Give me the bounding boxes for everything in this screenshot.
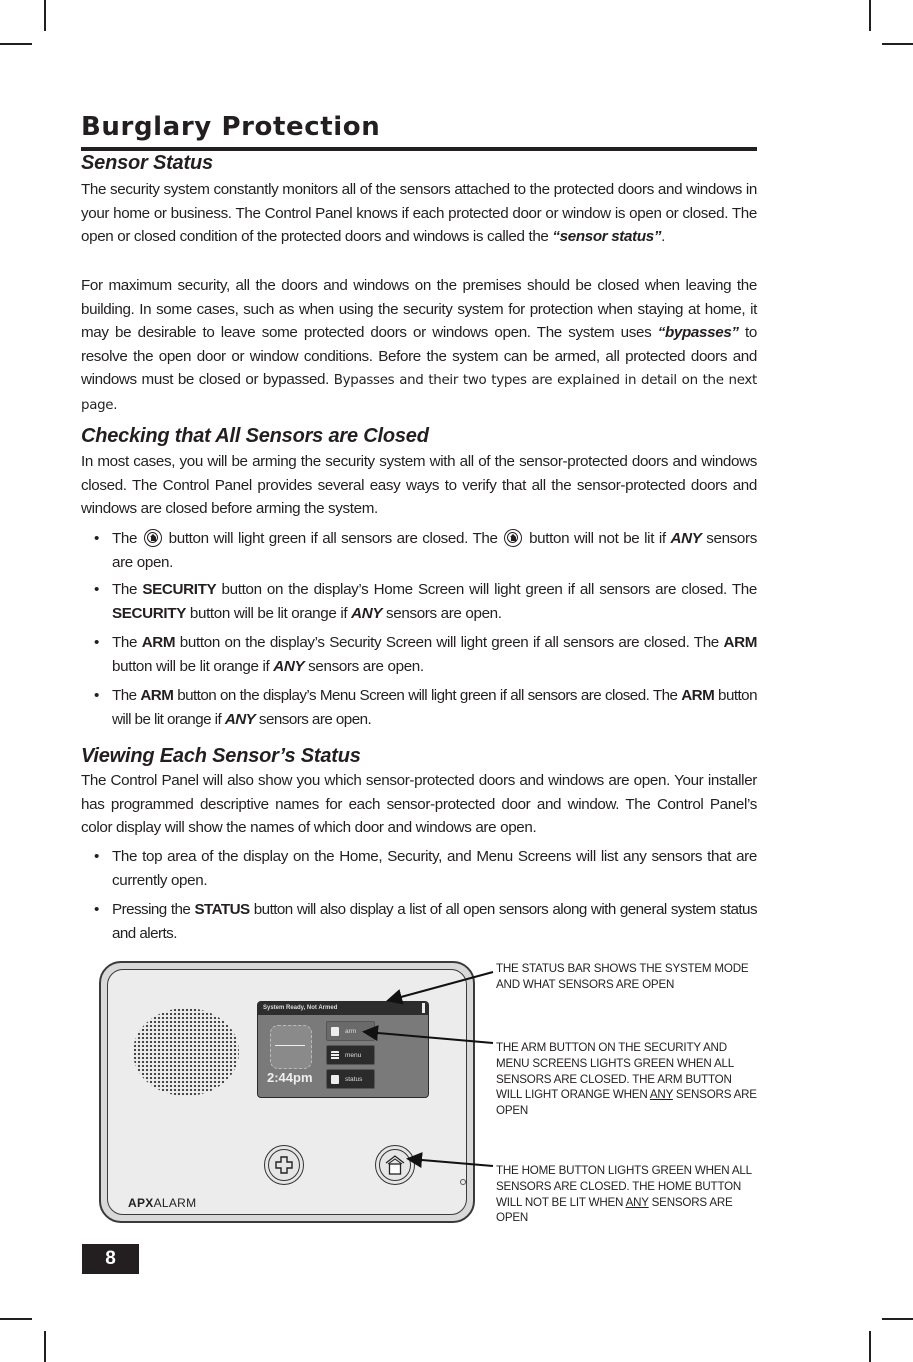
title-rule [81, 147, 757, 151]
bullet-home-button: • The button will light green if all sensors are closed. The button will not be lit if ANY sensors are open. [112, 527, 757, 574]
crop-mark [0, 1318, 32, 1320]
callout-arm-button: THE ARM BUTTON ON THE SECURITY AND MENU SCREENS LIGHTS GREEN WHEN ALL SENSORS ARE CLOSED. THE ARM BUTTON WILL LIGHT ORANGE WHEN ANY SENSORS ARE OPEN [496, 1041, 757, 1118]
callout-home-button: THE HOME BUTTON LIGHTS GREEN WHEN ALL SENSORS ARE CLOSED. THE HOME BUTTON WILL NOT BE LIT WHEN ANY SENSORS ARE OPEN [496, 1164, 752, 1225]
clock-icon [270, 1025, 312, 1069]
callout-status-bar: THE STATUS BAR SHOWS THE SYSTEM MODE AND WHAT SENSORS ARE OPEN [496, 962, 749, 991]
section-heading-sensor-status: Sensor Status [81, 152, 213, 174]
bullet-arm-menu-screen: • The ARM button on the display’s Menu Screen will light green if all sensors are closed. The ARM button will be lit orange if ANY sensors are open. [112, 684, 757, 731]
section-heading-checking: Checking that All Sensors are Closed [81, 425, 429, 447]
status-icon [331, 1075, 339, 1084]
plus-icon [273, 1154, 295, 1176]
crop-mark [44, 1331, 46, 1362]
brand-logo: APXALARM [128, 1196, 197, 1210]
page-number: 8 [82, 1244, 139, 1274]
indicator-led [460, 1179, 466, 1185]
emergency-button [264, 1145, 304, 1185]
crop-mark [882, 43, 913, 45]
crop-mark [869, 1331, 871, 1362]
bullet-arm-security-screen: • The ARM button on the display’s Security Screen will light green if all sensors are closed. The ARM button will be lit orange if ANY sensors are open. [112, 631, 757, 678]
paragraph-checking-intro: In most cases, you will be arming the security system with all of the sensor-protected doors and windows closed. The Control Panel provides several easy ways to verify that all the sensor-protected doors and windows are closed before arming the system. [81, 453, 757, 517]
section-heading-viewing: Viewing Each Sensor’s Status [81, 745, 361, 767]
paragraph-viewing-intro: The Control Panel will also show you which sensor-protected doors and windows are open. Your installer has programmed descriptive names for each sensor-protected door and window. The Control Panel’s color display will show the names of which door and windows are open. [81, 772, 757, 836]
menu-icon [331, 1051, 339, 1060]
power-plug-icon [422, 1003, 425, 1013]
control-panel-illustration [99, 961, 475, 1223]
crop-mark [869, 0, 871, 31]
page-title: Burglary Protection [81, 112, 381, 142]
lock-icon [331, 1027, 339, 1036]
home-icon [384, 1154, 406, 1176]
home-button-icon [504, 529, 522, 547]
bullet-security-button: • The SECURITY button on the display’s Home Screen will light green if all sensors are closed. The SECURITY button will be lit orange if ANY sensors are open. [112, 578, 757, 625]
screen-status-button: status [326, 1069, 375, 1089]
screen-menu-button: menu [326, 1045, 375, 1065]
panel-face [107, 969, 467, 1215]
paragraph-sensor-status-2: For maximum security, all the doors and windows on the premises should be closed when leaving the building. In some cases, such as when using the security system for protection when staying at home, it may be desirable to leave some protected doors or windows open. The system uses “bypasses” to resolve the open door or window conditions. Before the system can be armed, all protected doors and windows must be closed or bypassed. Bypasses and their two types are explained in detail on the next page. [81, 277, 758, 413]
crop-mark [882, 1318, 913, 1320]
home-button [375, 1145, 415, 1185]
crop-mark [44, 0, 46, 31]
touchscreen-display [257, 1001, 429, 1098]
screen-arm-button: arm [326, 1021, 375, 1041]
bullet-status-button: • Pressing the STATUS button will also display a list of all open sensors along with general system status and alerts. [112, 898, 757, 945]
bullet-top-area: • The top area of the display on the Home, Security, and Menu Screens will list any sensors that are currently open. [112, 845, 757, 892]
status-bar: System Ready, Not Armed [258, 1002, 428, 1015]
crop-mark [0, 43, 32, 45]
speaker-grille [133, 1008, 239, 1096]
paragraph-sensor-status-1: The security system constantly monitors all of the sensors attached to the protected doors and windows in your home or business. The Control Panel knows if each protected door or window is open or closed. The open or closed condition of the protected doors and windows is called the “sensor status”. [81, 181, 757, 245]
clock-time: 2:44pm [267, 1070, 313, 1085]
home-button-icon [144, 529, 162, 547]
